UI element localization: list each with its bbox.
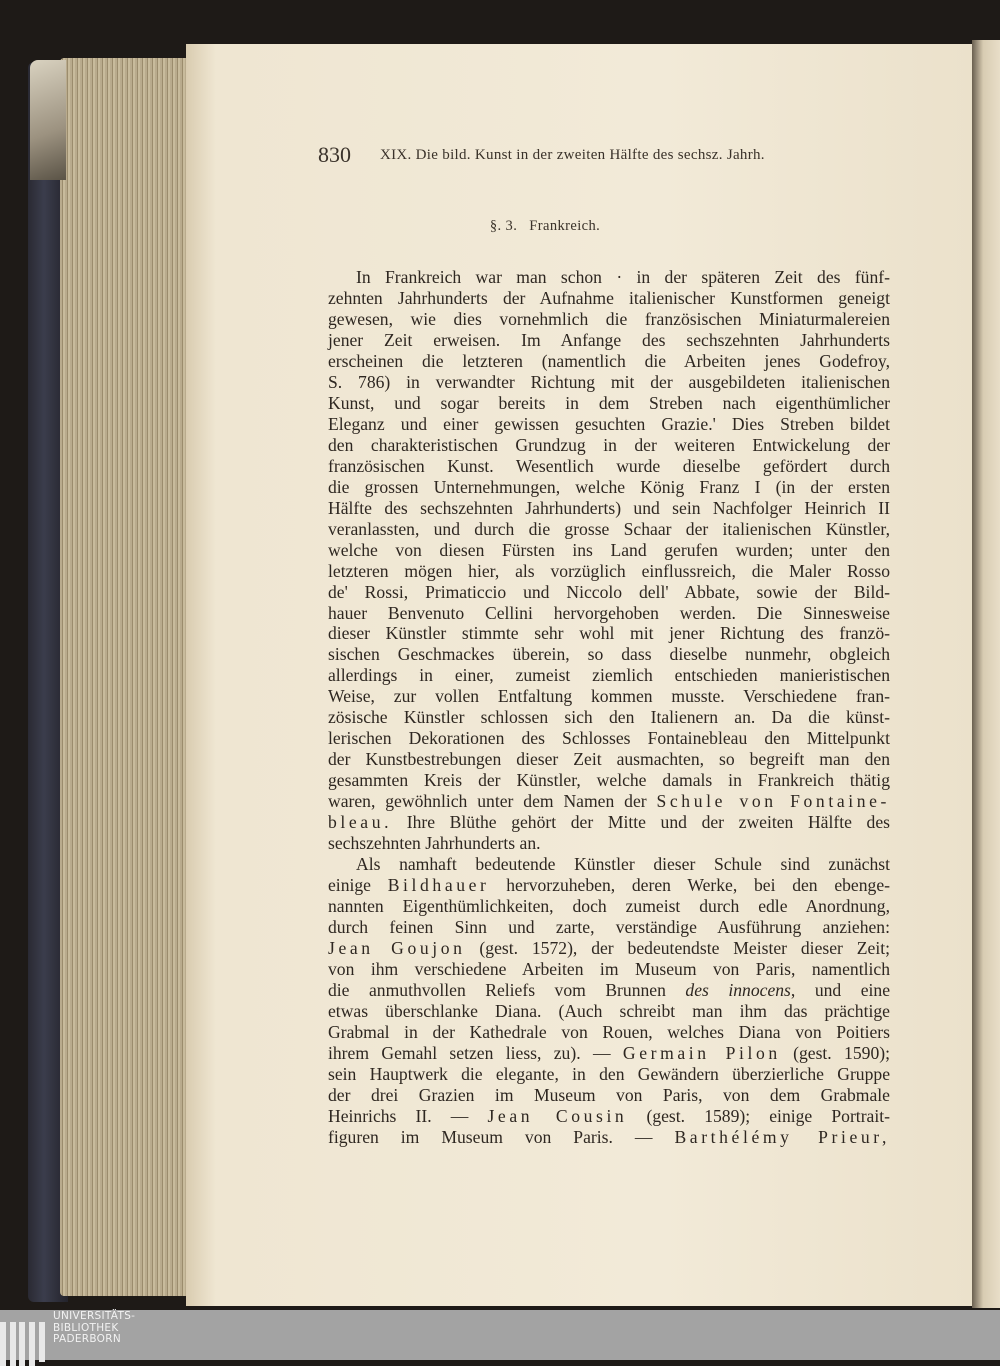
text-segment: Eleganz und einer gewissen gesuchten Grazie.' Dies Streben bildet <box>328 413 890 434</box>
text-line <box>328 875 890 896</box>
text-line <box>328 477 890 498</box>
text-line <box>328 267 890 288</box>
text-line <box>328 749 890 770</box>
text-segment: die anmuthvollen Reliefs vom Brunnen <box>328 979 686 1000</box>
text-segment: durch feinen Sinn und zarte, verständige Ausführung anziehen: <box>328 917 890 938</box>
text-line <box>328 603 890 624</box>
text-line <box>328 833 890 854</box>
text-line <box>328 1085 890 1106</box>
text-line <box>328 707 890 728</box>
text-segment: Heinrichs II. — <box>328 1105 488 1126</box>
text-line <box>328 498 890 519</box>
page-number: 830 <box>318 142 351 167</box>
text-line <box>328 896 890 917</box>
text-line <box>328 309 890 330</box>
text-segment: de' Rossi, Primaticcio und Niccolo dell' Abbate, sowie der Bild- <box>328 581 890 602</box>
section-number: §. 3. <box>489 218 518 234</box>
text-segment: die grossen Unternehmungen, welche König Franz I (in der ersten <box>328 476 890 497</box>
text-segment: In Frankreich war man schon · in der späteren Zeit des fünf- <box>356 267 890 287</box>
spaced-name: bleau. <box>328 812 393 833</box>
text-line <box>328 728 890 749</box>
text-segment: Hälfte des sechszehnten Jahrhunderts) und sein Nachfolger Heinrich II <box>328 497 890 518</box>
text-line <box>328 917 890 938</box>
text-line <box>328 582 890 603</box>
text-line <box>328 938 890 959</box>
spaced-name: Bildhauer <box>387 875 490 896</box>
logo-line: PADERBORN <box>53 1333 121 1345</box>
text-line <box>328 1001 890 1022</box>
text-segment: allerdings in einer, zumeist ziemlich entschieden manieristischen <box>328 665 890 686</box>
text-line <box>328 644 890 665</box>
text-segment: etwas überschlanke Diana. (Auch schreibt man ihm das prächtige <box>328 1000 890 1021</box>
text-segment: ihrem Gemahl setzen liess, zu). — <box>328 1042 623 1063</box>
text-segment: (gest. 1572), der bedeutendste Meister dieser Zeit; <box>465 938 890 958</box>
text-line <box>328 330 890 351</box>
text-segment: waren, gewöhnlich unter dem Namen der <box>328 791 657 812</box>
text-segment: der Kunstbestrebungen dieser Zeit ausmachten, so begreift man den <box>328 749 890 770</box>
text-segment: der drei Grazien im Museum von Paris, von dem Grabmale <box>328 1084 890 1105</box>
text-segment: einige <box>328 875 388 896</box>
text-segment: Ihre Blüthe gehört der Mitte und der zweiten Hälfte des <box>392 812 890 833</box>
text-line <box>328 351 890 372</box>
text-segment: hervorzuheben, deren Werke, bei den ebenge- <box>489 875 890 896</box>
text-segment: erscheinen die letzteren (namentlich die Arbeiten jenes Godefroy, <box>328 350 890 371</box>
text-line <box>328 980 890 1001</box>
text-segment: nannten Eigenthümlichkeiten, doch zumeist durch edle Anordnung, <box>328 896 890 917</box>
section-heading <box>0 218 1000 235</box>
text-line <box>328 791 890 812</box>
text-line <box>328 435 890 456</box>
text-line <box>328 288 890 309</box>
text-segment: französischen Kunst. Wesentlich wurde dieselbe gefördert durch <box>328 455 890 476</box>
text-segment: zehnten Jahrhunderts der Aufnahme italienischer Kunstformen geneigt <box>328 287 890 308</box>
section-title: Frankreich. <box>529 218 601 234</box>
text-segment: (gest. 1590); <box>780 1042 890 1063</box>
spaced-name: Jean Cousin <box>487 1105 628 1126</box>
text-line <box>328 854 890 875</box>
text-line <box>328 372 890 393</box>
text-line <box>328 1064 890 1085</box>
text-segment: sechszehnten Jahrhunderts an. <box>328 833 541 854</box>
text-line <box>328 561 890 582</box>
running-header <box>318 142 834 170</box>
library-logo-text <box>53 1311 135 1346</box>
text-line <box>328 1127 890 1148</box>
text-segment: den charakteristischen Grundzug in der weiteren Entwickelung der <box>328 434 890 455</box>
text-segment: , und eine <box>790 979 890 1000</box>
text-segment: Weise, zur vollen Entfaltung kommen musste. Verschiedene fran- <box>328 686 890 707</box>
running-title: XIX. Die bild. Kunst in der zweiten Hälfte des sechsz. Jahrh. <box>380 147 765 163</box>
text-line <box>328 665 890 686</box>
logo-line: BIBLIOTHEK <box>53 1321 119 1334</box>
text-line <box>328 959 890 980</box>
text-segment: dieser Künstler stimmte sehr wohl mit jener Richtung des franzö- <box>328 623 890 644</box>
text-line <box>328 1043 890 1064</box>
text-line <box>328 414 890 435</box>
logo-line: UNIVERSITÄTS- <box>53 1310 136 1322</box>
text-segment: jener Zeit erweisen. Im Anfange des sechszehnten Jahrhunderts <box>328 329 890 350</box>
cover-corner <box>30 60 66 180</box>
text-segment: gewesen, wie dies vornehmlich die französischen Miniaturmalereien <box>328 308 890 329</box>
text-line <box>328 540 890 561</box>
text-segment: (gest. 1589); einige Portrait- <box>627 1105 890 1126</box>
text-segment: hauer Benvenuto Cellini hervorgehoben werden. Die Sinnesweise <box>328 602 890 623</box>
text-segment: sischen Geschmackes überein, so dass dieselbe nunmehr, obgleich <box>328 644 890 665</box>
text-segment: letzteren mögen hier, als vorzüglich einflussreich, die Maler Rosso <box>328 560 890 581</box>
text-segment: von ihm verschiedene Arbeiten im Museum von Paris, namentlich <box>328 958 890 979</box>
text-segment: zösische Künstler schlossen sich den Italienern an. Da die künst- <box>328 707 890 728</box>
text-segment: sein Hauptwerk die elegante, in den Gewändern überzierliche Gruppe <box>328 1063 890 1084</box>
spaced-name: Jean Goujon <box>328 938 466 958</box>
text-segment: figuren im Museum von Paris. — <box>328 1126 675 1147</box>
spaced-name: Barthélémy Prieur, <box>674 1126 891 1147</box>
text-segment: lerischen Dekorationen des Schlosses Fontainebleau den Mittelpunkt <box>328 728 890 749</box>
text-line <box>328 519 890 540</box>
spaced-name: Germain Pilon <box>622 1042 781 1063</box>
text-line <box>328 456 890 477</box>
text-segment: Kunst, und sogar bereits in dem Streben nach eigenthümlicher <box>328 392 890 413</box>
text-line <box>328 1022 890 1043</box>
text-line <box>328 686 890 707</box>
text-segment: veranlassten, und durch die grosse Schaar der italienischen Künstler, <box>328 518 890 539</box>
page-edges <box>60 58 188 1296</box>
text-segment: Als namhaft bedeutende Künstler dieser Schule sind zunächst <box>356 854 890 875</box>
library-footer <box>0 1310 1000 1360</box>
text-line <box>328 770 890 791</box>
text-segment: gesammten Kreis der Künstler, welche damals in Frankreich thätig <box>328 770 890 791</box>
body-text <box>328 267 890 1148</box>
spaced-name: Schule von Fontaine- <box>656 791 890 812</box>
text-line <box>328 623 890 644</box>
text-line <box>328 812 890 833</box>
text-segment: Grabmal in der Kathedrale von Rouen, welches Diana von Poitiers <box>328 1021 890 1042</box>
text-line <box>328 1106 890 1127</box>
italic-text: des innocens <box>685 979 791 1000</box>
text-line <box>328 393 890 414</box>
text-segment: welche von diesen Fürsten ins Land gerufen wurden; unter den <box>328 539 890 560</box>
text-segment: S. 786) in verwandter Richtung mit der ausgebildeten italienischen <box>328 371 890 392</box>
